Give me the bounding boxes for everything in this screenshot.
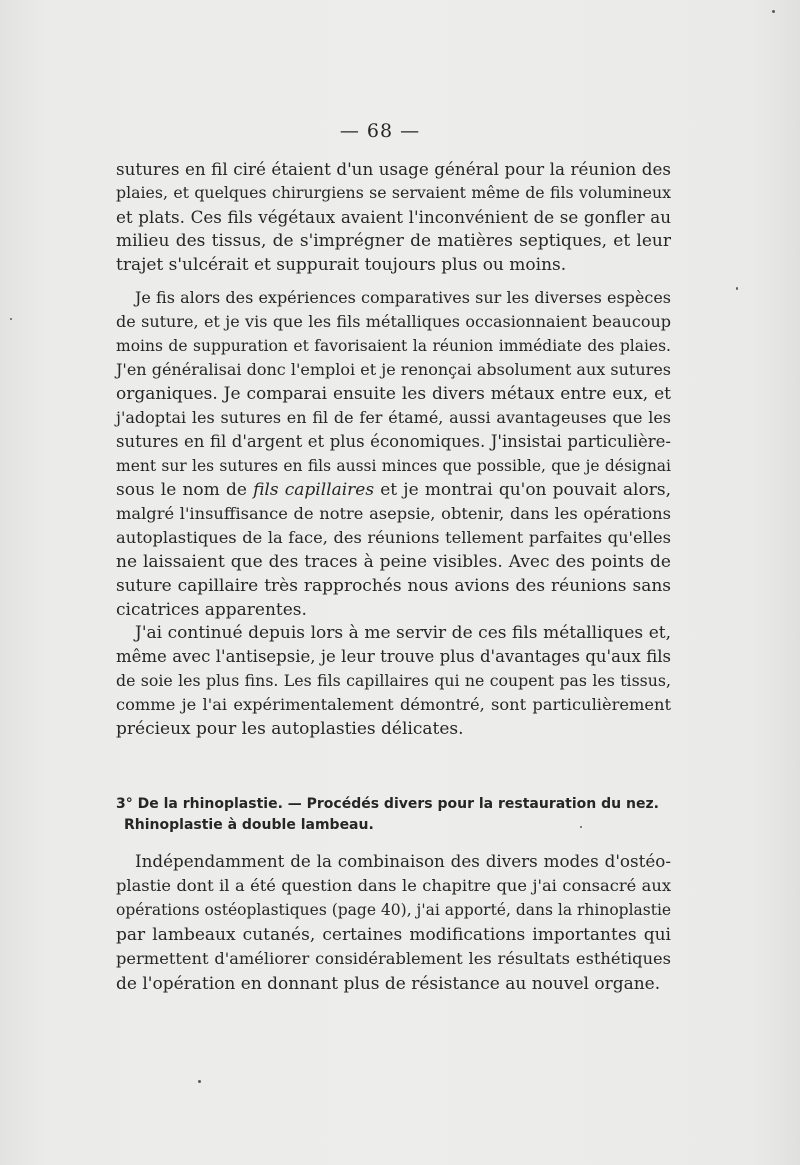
text-line: autoplastiques de la face, des réunions tellement parfaites qu'elles [116, 528, 671, 547]
paragraph-3 [116, 621, 671, 741]
scan-speck [772, 10, 775, 13]
text-line: cicatrices apparentes. [116, 600, 307, 620]
page-number: — 68 — [339, 120, 421, 142]
text-line: Je fis alors des expériences comparatives sur les diverses espèces [135, 288, 671, 307]
italic-term: fils capillaires [253, 480, 375, 500]
text-line: j'adoptai les sutures en fil de fer étamé, aussi avantageuses que les [116, 408, 671, 427]
text-line: Indépendamment de la combinaison des divers modes d'ostéo- [135, 851, 671, 871]
text-line: ne laissaient que des traces à peine visibles. Avec des points de [116, 552, 671, 572]
scan-speck [580, 826, 582, 828]
text-span: et je montrai qu'on pouvait alors, [374, 480, 671, 500]
text-line: plastie dont il a été question dans le chapitre que j'ai consacré aux [116, 875, 671, 895]
text-line: permettent d'améliorer considérablement les résultats esthétiques [116, 949, 671, 968]
paragraph-4 [116, 849, 671, 996]
paragraph-2 [116, 286, 671, 622]
scan-speck [198, 1080, 201, 1083]
text-line: même avec l'antisepsie, je leur trouve plus d'avantages qu'aux fils [116, 647, 671, 666]
text-line: de soie les plus fins. Les fils capillaires qui ne coupent pas les tissus, [116, 671, 671, 690]
text-line: malgré l'insuffisance de notre asepsie, obtenir, dans les opérations [116, 504, 671, 523]
section-heading-line: 3° De la rhinoplastie. — Procédés divers pour la restauration du nez. [116, 796, 659, 812]
text-span: sous le nom de [116, 480, 254, 500]
scan-speck [10, 318, 12, 320]
section-heading-line: Rhinoplastie à double lambeau. [124, 817, 374, 833]
text-line: organiques. Je comparai ensuite les divers métaux entre eux, et [116, 384, 671, 404]
text-line: sutures en fil ciré étaient d'un usage général pour la réunion des [116, 159, 671, 179]
paragraph-1 [116, 157, 671, 277]
text-line: sutures en fil d'argent et plus économiques. J'insistai particulière- [116, 432, 671, 451]
text-line: J'ai continué depuis lors à me servir de ces fils métalliques et, [135, 623, 671, 643]
text-line: par lambeaux cutanés, certaines modifications importantes qui [116, 924, 671, 945]
text-line-with-italic [116, 478, 671, 502]
text-line: précieux pour les autoplasties délicates. [116, 719, 464, 739]
text-line: comme je l'ai expérimentalement démontré, sont particulièrement [116, 695, 671, 714]
text-line: opérations ostéoplastiques (page 40), j'ai apporté, dans la rhinoplastie [116, 901, 672, 919]
text-line: trajet s'ulcérait et suppurait toujours plus ou moins. [116, 255, 567, 275]
text-line: milieu des tissus, de s'imprégner de matières septiques, et leur [116, 231, 671, 251]
scan-speck [736, 287, 738, 290]
text-line: J'en généralisai donc l'emploi et je renonçai absolument aux sutures [116, 360, 671, 379]
text-line: plaies, et quelques chirurgiens se servaient même de fils volumineux [116, 183, 671, 202]
text-line: moins de suppuration et favorisaient la réunion immédiate des plaies. [116, 337, 671, 355]
text-line: de suture, et je vis que les fils métalliques occasionnaient beaucoup [116, 312, 671, 331]
text-line: suture capillaire très rapprochés nous avions des réunions sans [116, 576, 671, 596]
text-line: et plats. Ces fils végétaux avaient l'inconvénient de se gonfler au [116, 207, 671, 227]
section-heading [116, 794, 671, 836]
text-line: de l'opération en donnant plus de résistance au nouvel organe. [116, 973, 661, 994]
text-line: ment sur les sutures en fils aussi minces que possible, que je désignai [116, 457, 671, 475]
